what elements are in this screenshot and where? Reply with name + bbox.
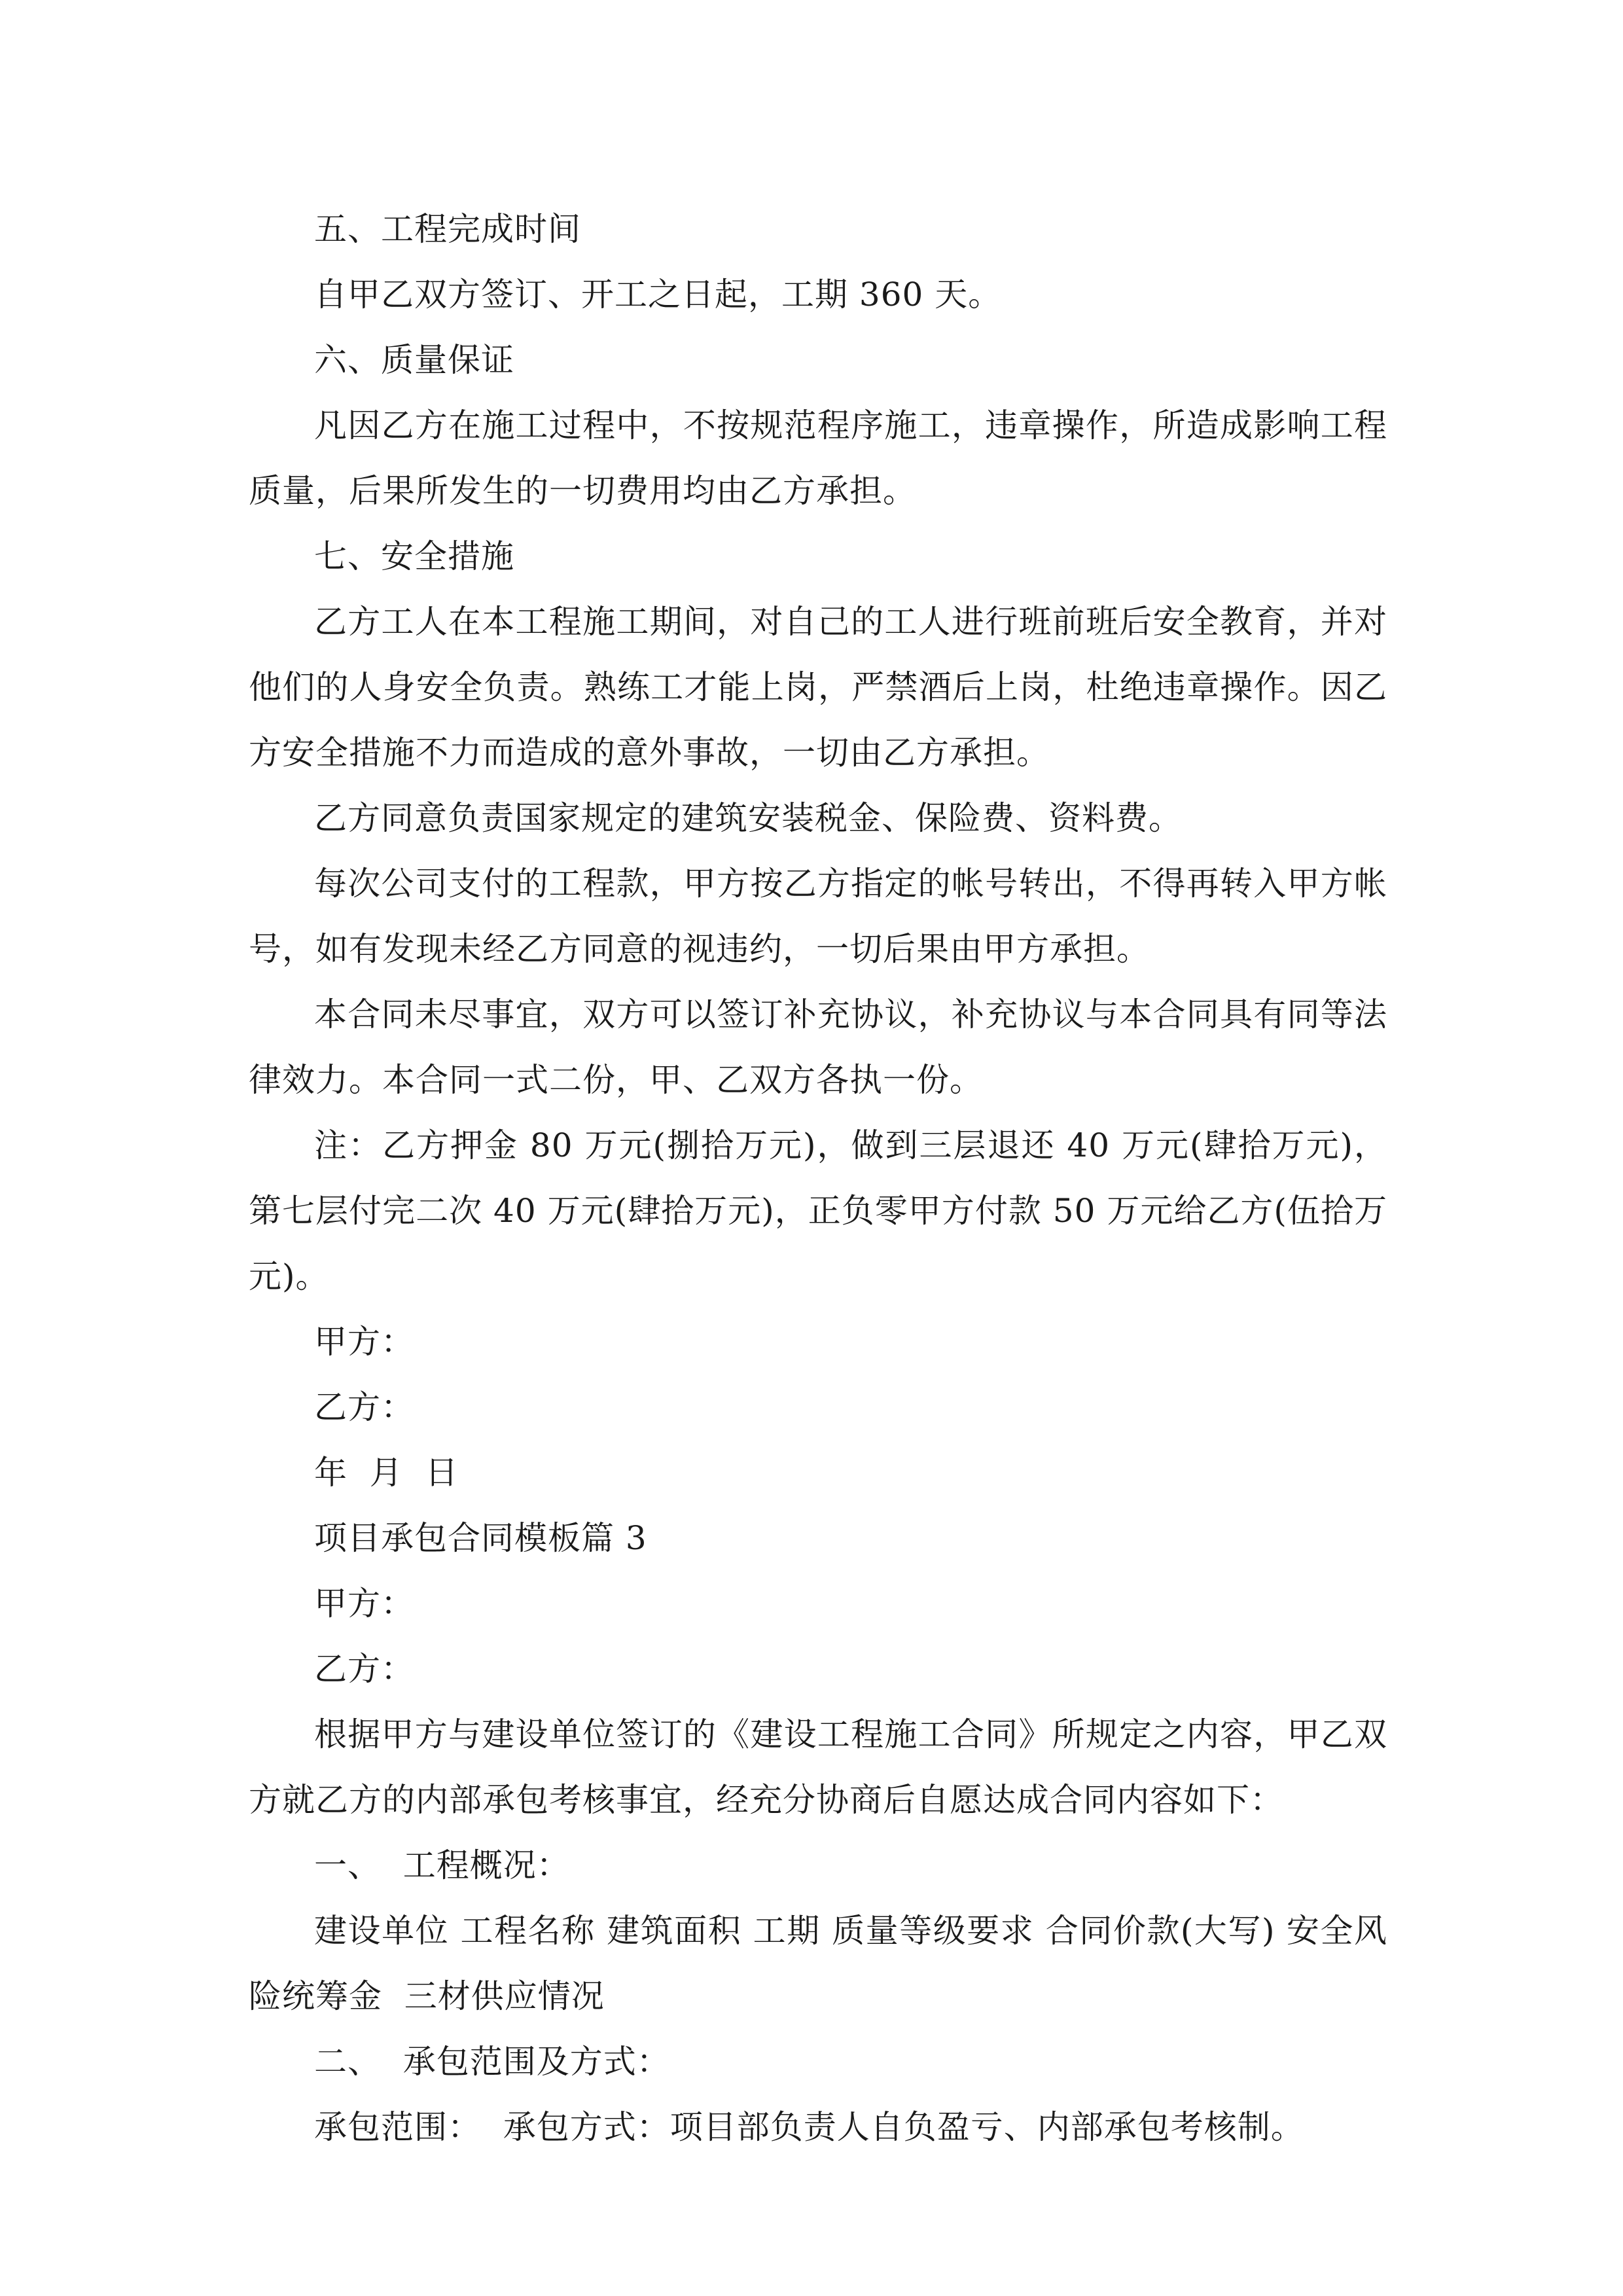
section-heading-overview: 一、 工程概况： [314,1846,570,1884]
section-heading-scope: 二、 承包范围及方式： [314,2043,670,2081]
section-heading-quality: 六、质量保证 [314,341,514,379]
paragraph-quality: 凡因乙方在施工过程中，不按规范程序施工，违章操作，所造成影响工程质量，后果所发生的一切费用均由乙方承担。 [249,406,1387,510]
document-body [249,196,1387,2160]
paragraph-overview-fields: 建设单位 工程名称 建筑面积 工期 质量等级要求 合同价款(大写) 安全风险统筹金 三材供应情况 [249,1912,1387,2015]
section-heading-safety: 七、安全措施 [314,537,514,575]
party-b-signature: 乙方： [314,1388,414,1426]
signature-date: 年 月 日 [314,1454,459,1492]
paragraph-supplement: 本合同未尽事宜，双方可以签订补充协议，补充协议与本合同具有同等法律效力。本合同一式二份，甲、乙双方各执一份。 [249,996,1387,1099]
paragraph-deposit-note: 注：乙方押金 80 万元(捌拾万元)，做到三层退还 40 万元(肆拾万元)，第七层付完二次 40 万元(肆拾万元)，正负零甲方付款 50 万元给乙方(伍拾万元)。 [249,1126,1387,1295]
paragraph-taxes: 乙方同意负责国家规定的建筑安装税金、保险费、资料费。 [314,799,1182,837]
paragraph-payment: 每次公司支付的工程款，甲方按乙方指定的帐号转出，不得再转入甲方帐号，如有发现未经乙方同意的视违约，一切后果由甲方承担。 [249,865,1387,968]
party-b-label: 乙方： [314,1650,414,1688]
paragraph-duration: 自甲乙双方签订、开工之日起，工期 360 天。 [314,276,1002,314]
paragraph-scope: 承包范围： 承包方式：项目部负责人自负盈亏、内部承包考核制。 [314,2108,1304,2146]
template-title: 项目承包合同模板篇 3 [314,1519,647,1557]
party-a-label: 甲方： [314,1585,414,1623]
section-heading-completion-time: 五、工程完成时间 [314,210,581,248]
paragraph-basis: 根据甲方与建设单位签订的《建设工程施工合同》所规定之内容，甲乙双方就乙方的内部承包考核事宜，经充分协商后自愿达成合同内容如下： [249,1715,1387,1819]
paragraph-safety: 乙方工人在本工程施工期间，对自己的工人进行班前班后安全教育，并对他们的人身安全负责。熟练工才能上岗，严禁酒后上岗，杜绝违章操作。因乙方安全措施不力而造成的意外事故，一切由乙方承担。 [249,603,1387,772]
party-a-signature: 甲方： [314,1323,414,1361]
